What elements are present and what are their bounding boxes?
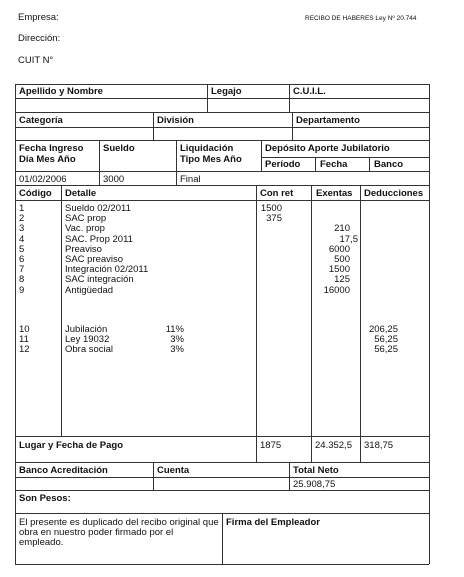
table-cell: Antigüedad <box>65 284 114 296</box>
table-cell: SAC integración <box>65 274 134 286</box>
total-con-ret: 1875 <box>260 440 282 451</box>
col-divider <box>222 513 223 564</box>
con-ret-header: Con ret <box>260 188 294 199</box>
table-cell: 500 <box>334 253 350 265</box>
col-divider <box>61 185 62 436</box>
deducciones-header: Deducciones <box>364 188 424 199</box>
pct-column <box>150 325 184 356</box>
table-cell: Ley 19032 <box>65 334 110 346</box>
col-divider <box>360 185 361 462</box>
rule <box>15 84 429 85</box>
table-cell: Integración 02/2011 <box>65 264 149 276</box>
fecha-ingreso-value: 01/02/2006 <box>19 174 67 185</box>
rule <box>15 98 429 99</box>
total-exentas: 24.352,5 <box>315 440 352 451</box>
col-divider <box>289 84 290 112</box>
sueldo-value: 3000 <box>103 174 125 185</box>
con-ret-column-1 <box>240 204 282 224</box>
dia-mes-anio-label: Día Mes Año <box>19 154 76 165</box>
frame-left <box>15 84 16 564</box>
banco-acreditacion-label: Banco Acreditación <box>19 465 108 476</box>
table-cell: 9 <box>19 284 25 296</box>
empresa-label: Empresa: <box>18 12 59 23</box>
recibo-title: RECIBO DE HABERES Ley Nº 20.744 <box>305 15 417 22</box>
table-cell: SAC prop <box>65 213 107 225</box>
categoria-label: Categoría <box>19 115 63 126</box>
rule <box>15 171 429 172</box>
col-divider <box>261 140 262 171</box>
table-cell: 7 <box>19 264 25 276</box>
col-divider <box>99 140 100 185</box>
table-cell: 3% <box>170 344 184 356</box>
table-cell: 206,25 <box>368 324 398 335</box>
son-pesos-label: Son Pesos: <box>19 493 71 504</box>
rule <box>15 140 429 141</box>
table-cell: 1 <box>19 203 25 214</box>
total-neto-value: 25.908,75 <box>293 479 336 490</box>
table-cell: 1500 <box>328 264 350 276</box>
rule <box>15 185 429 186</box>
cuenta-label: Cuenta <box>157 465 190 476</box>
table-cell: 125 <box>334 274 350 286</box>
table-cell: 6 <box>19 253 25 265</box>
rule <box>15 200 429 201</box>
rule <box>15 490 429 491</box>
table-cell: 3 <box>19 223 25 235</box>
deposito-label: Depósito Aporte Jubilatorio <box>265 143 390 154</box>
rule <box>15 112 429 113</box>
table-cell: 3% <box>170 334 184 346</box>
fecha-ingreso-label: Fecha Ingreso <box>19 143 84 154</box>
frame-right <box>429 84 430 564</box>
legajo-label: Legajo <box>211 86 242 97</box>
table-cell: Jubilación <box>65 324 108 335</box>
table-cell: 10 <box>19 324 30 335</box>
table-cell: Vac. prop <box>65 223 105 235</box>
table-cell: SAC preaviso <box>65 253 124 265</box>
rule <box>261 157 429 158</box>
col-divider <box>153 112 154 140</box>
sueldo-label: Sueldo <box>103 143 135 154</box>
exentas-column-1 <box>300 204 358 296</box>
total-neto-label: Total Neto <box>293 465 339 476</box>
apellido-label: Apellido y Nombre <box>19 86 103 97</box>
codigo-header: Código <box>19 188 52 199</box>
departamento-label: Departamento <box>296 115 360 126</box>
table-cell: Sueldo 02/2011 <box>65 203 131 214</box>
liquidacion-label: Liquidación <box>180 143 234 154</box>
table-cell: 5 <box>19 243 25 255</box>
fecha-label: Fecha <box>320 159 348 170</box>
col-divider <box>176 140 177 185</box>
table-cell: Preaviso <box>65 243 102 255</box>
table-cell: 11 <box>19 334 29 346</box>
col-divider <box>153 462 154 490</box>
rule <box>15 436 429 437</box>
codigo-column-2 <box>19 325 30 356</box>
exentas-header: Exentas <box>316 188 353 199</box>
table-cell: SAC. Prop 2011 <box>65 233 133 245</box>
table-cell: 6000 <box>328 243 350 255</box>
cuil-label: C.U.I.L. <box>293 86 326 97</box>
table-cell: 4 <box>19 233 25 245</box>
deducciones-column <box>362 325 398 356</box>
detalle-column-2 <box>65 325 113 356</box>
liquidacion-value: Final <box>180 174 201 185</box>
col-divider <box>207 84 208 112</box>
table-cell: 17,5 <box>339 233 358 245</box>
division-label: División <box>157 115 194 126</box>
col-divider <box>369 157 370 171</box>
total-deducciones: 318,75 <box>364 440 394 451</box>
table-cell: Obra social <box>65 344 114 356</box>
periodo-label: Período <box>265 159 301 170</box>
banco-label: Banco <box>374 159 404 170</box>
table-cell: 2 <box>19 213 25 225</box>
col-divider <box>289 462 290 490</box>
col-divider <box>256 185 257 462</box>
table-cell: 210 <box>334 223 350 235</box>
table-cell: 8 <box>19 274 25 286</box>
table-cell: 16000 <box>323 284 350 296</box>
footer-note-line: obra en nuestro poder firmado por el <box>19 527 174 539</box>
lugar-fecha-pago-label: Lugar y Fecha de Pago <box>19 440 123 451</box>
codigo-column-1 <box>19 204 24 296</box>
direccion-label: Dirección: <box>18 33 61 44</box>
rule <box>15 564 429 565</box>
table-cell: 56,25 <box>374 344 398 356</box>
detalle-header: Detalle <box>65 188 97 199</box>
rule <box>15 477 429 478</box>
table-cell: 11% <box>165 324 184 335</box>
col-divider <box>315 157 316 171</box>
footer-note-line: El presente es duplicado del recibo original que <box>19 517 219 528</box>
rule <box>15 462 429 463</box>
rule <box>15 127 429 128</box>
table-cell: 1500 <box>260 203 282 214</box>
cuit-label: CUIT N° <box>18 55 54 66</box>
footer-note-line: empleado. <box>19 537 64 549</box>
firma-empleador-label: Firma del Empleador <box>226 517 320 528</box>
col-divider <box>292 112 293 140</box>
table-cell: 375 <box>266 213 282 225</box>
detalle-column-1 <box>65 204 148 296</box>
tipo-mes-anio-label: Tipo Mes Año <box>180 154 242 165</box>
table-cell: 56,25 <box>374 334 398 346</box>
table-cell: 12 <box>19 344 30 356</box>
table-cell <box>300 204 358 214</box>
footer-note <box>19 518 219 549</box>
